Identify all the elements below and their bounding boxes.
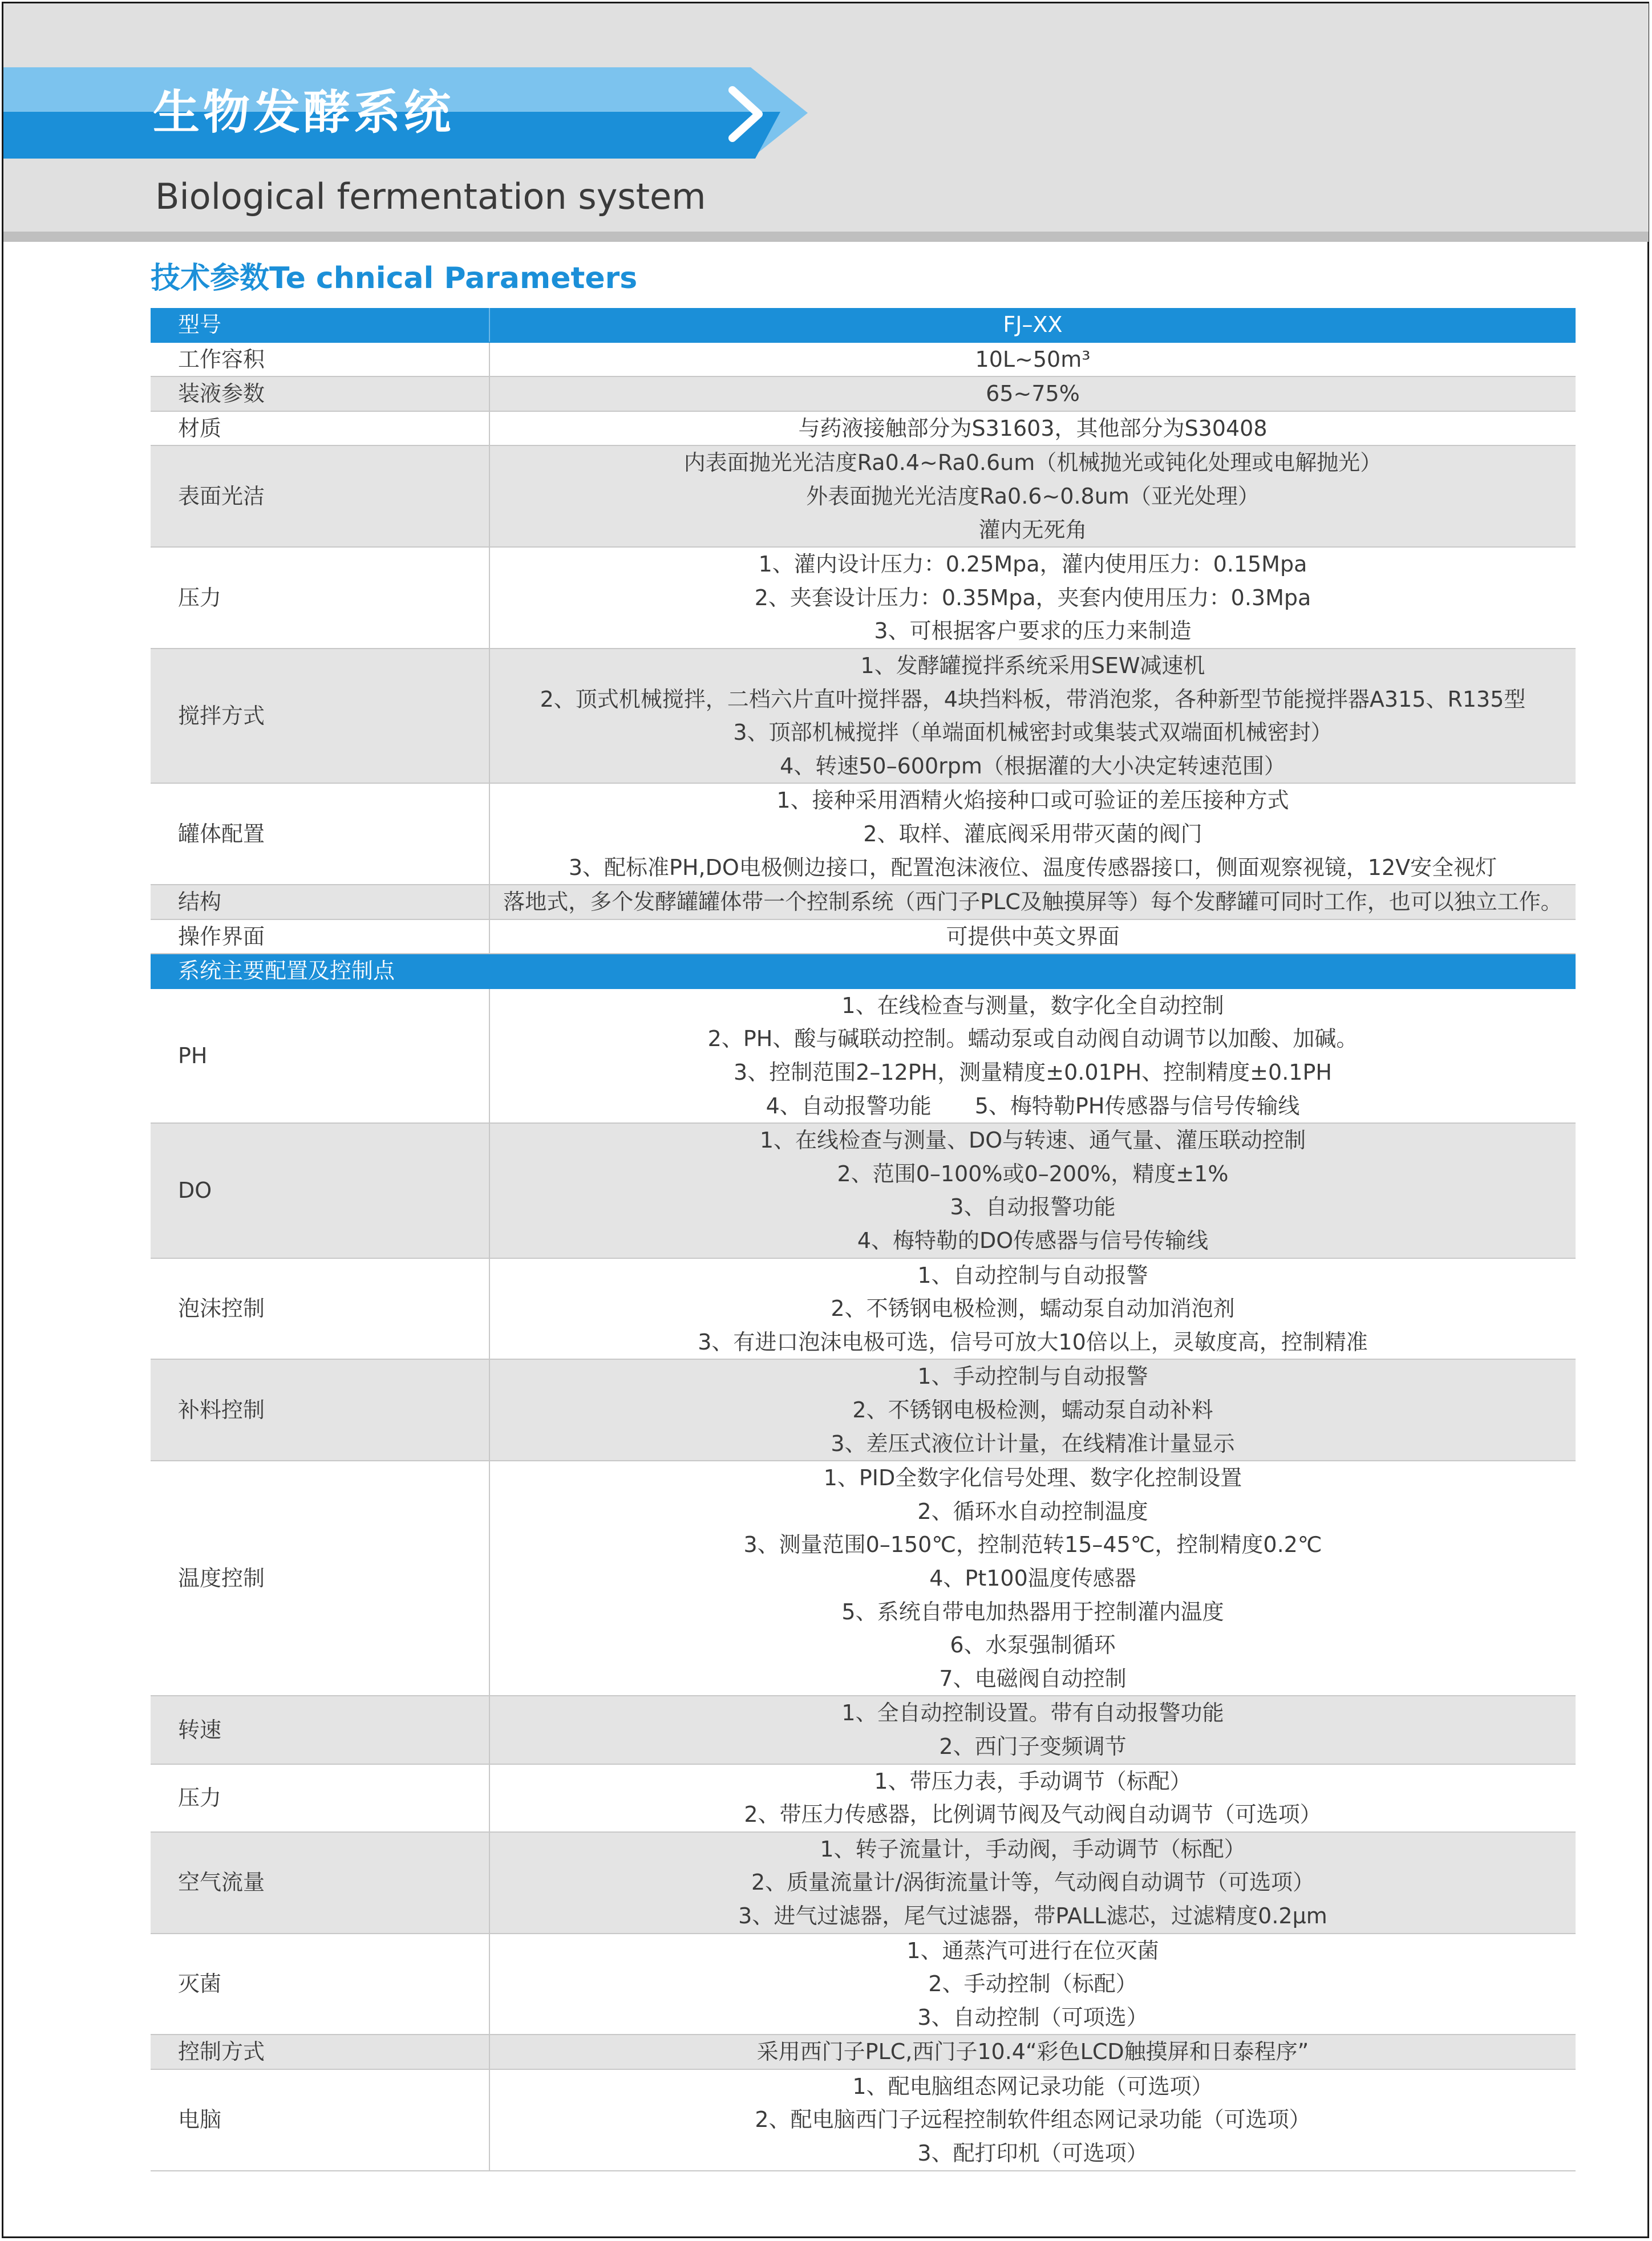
value-line: 1、通蒸汽可进行在位灭菌 xyxy=(906,1938,1159,1963)
table-row xyxy=(151,308,1576,342)
row-value xyxy=(489,988,1576,1123)
table-row xyxy=(151,2069,1576,2171)
row-label: 电脑 xyxy=(151,2069,489,2171)
value-line: 3、有进口泡沫电极可选，信号可放大10倍以上，灵敏度高，控制精准 xyxy=(698,1329,1368,1355)
row-label: DO xyxy=(151,1123,489,1258)
value-line: 65~75% xyxy=(986,381,1080,407)
value-line: 1、在线检查与测量、DO与转速、通气量、灌压联动控制 xyxy=(759,1128,1306,1153)
table-row xyxy=(151,1832,1576,1934)
table-row xyxy=(151,1461,1576,1696)
value-line: 7、电磁阀自动控制 xyxy=(939,1665,1127,1691)
table-row xyxy=(151,547,1576,649)
value-line: 3、测量范围0–150℃，控制范转15–45℃，控制精度0.2℃ xyxy=(743,1532,1322,1558)
row-label: 操作界面 xyxy=(151,919,489,954)
table-row xyxy=(151,411,1576,446)
value-line: 2、配电脑西门子远程控制软件组态网记录功能（可选项） xyxy=(755,2107,1311,2133)
value-line: 可提供中英文界面 xyxy=(946,923,1120,949)
value-line: 采用西门子PLC,西门子10.4“彩色LCD触摸屏和日泰程序” xyxy=(756,2039,1309,2065)
value-line: 3、自动控制（可项选） xyxy=(917,2004,1148,2030)
row-label: 工作容积 xyxy=(151,342,489,377)
value-line: 6、水泵强制循环 xyxy=(950,1632,1116,1658)
value-line: 4、梅特勒的DO传感器与信号传输线 xyxy=(857,1228,1209,1254)
value-line: 3、差压式液位计计量，在线精准计量显示 xyxy=(831,1430,1235,1456)
value-line: 灌内无死角 xyxy=(978,517,1087,542)
row-label: 表面光洁 xyxy=(151,445,489,547)
page-subtitle: Biological fermentation system xyxy=(155,176,706,217)
table-row xyxy=(151,1359,1576,1461)
value-line: 外表面抛光光洁度Ra0.6~0.8um（亚光处理） xyxy=(806,483,1260,509)
row-value xyxy=(489,376,1576,411)
row-value xyxy=(489,1764,1576,1832)
value-line: 1、配电脑组态网记录功能（可选项） xyxy=(852,2073,1213,2099)
row-label: PH xyxy=(151,988,489,1123)
value-line: 2、夹套设计压力：0.35Mpa，夹套内使用压力：0.3Mpa xyxy=(754,585,1311,610)
value-line: 2、顶式机械搅拌，二档六片直叶搅拌器，4块挡料板，带消泡浆，各种新型节能搅拌器A315、R135型 xyxy=(540,686,1526,712)
row-label: 灭菌 xyxy=(151,1934,489,2035)
value-line: 2、范围0–100%或0–200%，精度±1% xyxy=(837,1161,1229,1186)
value-line: FJ–XX xyxy=(1003,312,1063,337)
row-value xyxy=(489,1696,1576,1764)
table-row xyxy=(151,954,1576,988)
row-label: 搅拌方式 xyxy=(151,649,489,783)
section-header-cell: 系统主要配置及控制点 xyxy=(151,954,1576,988)
row-value xyxy=(489,1461,1576,1696)
table-row xyxy=(151,1696,1576,1764)
chevron-right-icon xyxy=(720,86,771,143)
table-row xyxy=(151,1934,1576,2035)
row-value xyxy=(489,783,1576,885)
value-line: 2、质量流量计/涡街流量计等，气动阀自动调节（可选项） xyxy=(751,1870,1314,1895)
row-value xyxy=(489,342,1576,377)
table-row xyxy=(151,342,1576,377)
value-line: 2、PH、酸与碱联动控制。蠕动泵或自动阀自动调节以加酸、加碱。 xyxy=(707,1026,1358,1052)
row-value xyxy=(489,445,1576,547)
value-line: 与药液接触部分为S31603，其他部分为S30408 xyxy=(798,415,1268,441)
value-line: 1、手动控制与自动报警 xyxy=(917,1364,1148,1389)
row-value xyxy=(489,1123,1576,1258)
table-row xyxy=(151,649,1576,783)
value-line: 落地式，多个发酵罐罐体带一个控制系统（西门子PLC及触摸屏等）每个发酵罐可同时工作，也可以独立工作。 xyxy=(503,889,1562,915)
value-line: 2、手动控制（标配） xyxy=(928,1971,1137,1997)
table-row xyxy=(151,919,1576,954)
row-label: 结构 xyxy=(151,885,489,919)
value-line: 2、带压力传感器，比例调节阀及气动阀自动调节（可选项） xyxy=(744,1802,1322,1827)
value-line: 3、可根据客户要求的压力来制造 xyxy=(874,618,1192,644)
value-line: 2、取样、灌底阀采用带灭菌的阀门 xyxy=(863,821,1202,846)
row-label: 型号 xyxy=(151,308,489,342)
value-line: 3、配标准PH,DO电极侧边接口，配置泡沫液位、温度传感器接口，侧面观察视镜，12V安全视灯 xyxy=(568,854,1497,880)
row-value xyxy=(489,1359,1576,1461)
value-line: 4、自动报警功能 5、梅特勒PH传感器与信号传输线 xyxy=(766,1093,1300,1119)
row-value xyxy=(489,919,1576,954)
value-line: 1、全自动控制设置。带有自动报警功能 xyxy=(841,1700,1224,1726)
row-label: 空气流量 xyxy=(151,1832,489,1934)
value-line: 2、西门子变频调节 xyxy=(939,1733,1127,1759)
row-value xyxy=(489,885,1576,919)
row-value xyxy=(489,547,1576,649)
table-row xyxy=(151,1258,1576,1360)
table-row xyxy=(151,885,1576,919)
table-row xyxy=(151,2035,1576,2069)
table-row xyxy=(151,1123,1576,1258)
row-label: 温度控制 xyxy=(151,1461,489,1696)
value-line: 1、自动控制与自动报警 xyxy=(917,1262,1148,1288)
parameters-table xyxy=(151,308,1576,2171)
row-label: 控制方式 xyxy=(151,2035,489,2069)
value-line: 内表面抛光光洁度Ra0.4~Ra0.6um（机械抛光或钝化处理或电解抛光） xyxy=(683,450,1382,476)
value-line: 1、在线检查与测量，数字化全自动控制 xyxy=(841,992,1224,1018)
row-value xyxy=(489,1832,1576,1934)
row-label: 转速 xyxy=(151,1696,489,1764)
table-row xyxy=(151,988,1576,1123)
row-label: 补料控制 xyxy=(151,1359,489,1461)
value-line: 1、带压力表，手动调节（标配） xyxy=(874,1768,1192,1794)
row-value xyxy=(489,2035,1576,2069)
table-row xyxy=(151,376,1576,411)
table-row xyxy=(151,445,1576,547)
row-value xyxy=(489,1934,1576,2035)
value-line: 3、自动报警功能 xyxy=(950,1194,1116,1220)
row-value xyxy=(489,1258,1576,1360)
value-line: 2、循环水自动控制温度 xyxy=(917,1498,1148,1524)
row-label: 压力 xyxy=(151,1764,489,1832)
row-value xyxy=(489,649,1576,783)
header-underline xyxy=(3,232,1649,242)
value-line: 4、Pt100温度传感器 xyxy=(929,1565,1136,1591)
value-line: 3、进气过滤器，尾气过滤器，带PALL滤芯，过滤精度0.2μm xyxy=(738,1903,1327,1928)
section-title: 技术参数Te chnical Parameters xyxy=(151,261,638,295)
row-label: 罐体配置 xyxy=(151,783,489,885)
row-label: 装液参数 xyxy=(151,376,489,411)
value-line: 1、PID全数字化信号处理、数字化控制设置 xyxy=(823,1465,1242,1491)
row-value xyxy=(489,308,1576,342)
value-line: 3、配打印机（可选项） xyxy=(917,2141,1148,2166)
table-row xyxy=(151,1764,1576,1832)
value-line: 2、不锈钢电极检测，蠕动泵自动补料 xyxy=(852,1397,1213,1423)
page-title: 生物发酵系统 xyxy=(153,86,455,140)
row-label: 压力 xyxy=(151,547,489,649)
value-line: 3、控制范围2–12PH，测量精度±0.01PH、控制精度±0.1PH xyxy=(734,1060,1332,1085)
value-line: 1、转子流量计，手动阀，手动调节（标配） xyxy=(820,1836,1246,1862)
row-label: 泡沫控制 xyxy=(151,1258,489,1360)
value-line: 5、系统自带电加热器用于控制灌内温度 xyxy=(841,1599,1224,1624)
row-value xyxy=(489,411,1576,446)
row-label: 材质 xyxy=(151,411,489,446)
value-line: 1、接种采用酒精火焰接种口或可验证的差压接种方式 xyxy=(776,788,1289,813)
value-line: 10L~50m³ xyxy=(975,346,1091,372)
value-line: 3、顶部机械搅拌（单端面机械密封或集装式双端面机械密封） xyxy=(733,720,1333,745)
value-line: 2、不锈钢电极检测，蠕动泵自动加消泡剂 xyxy=(831,1296,1235,1322)
value-line: 1、发酵罐搅拌系统采用SEW减速机 xyxy=(860,653,1205,678)
value-line: 4、转速50–600rpm（根据灌的大小决定转速范围） xyxy=(780,753,1286,779)
table-row xyxy=(151,783,1576,885)
value-line: 1、灌内设计压力：0.25Mpa，灌内使用压力：0.15Mpa xyxy=(758,552,1307,577)
row-value xyxy=(489,2069,1576,2171)
